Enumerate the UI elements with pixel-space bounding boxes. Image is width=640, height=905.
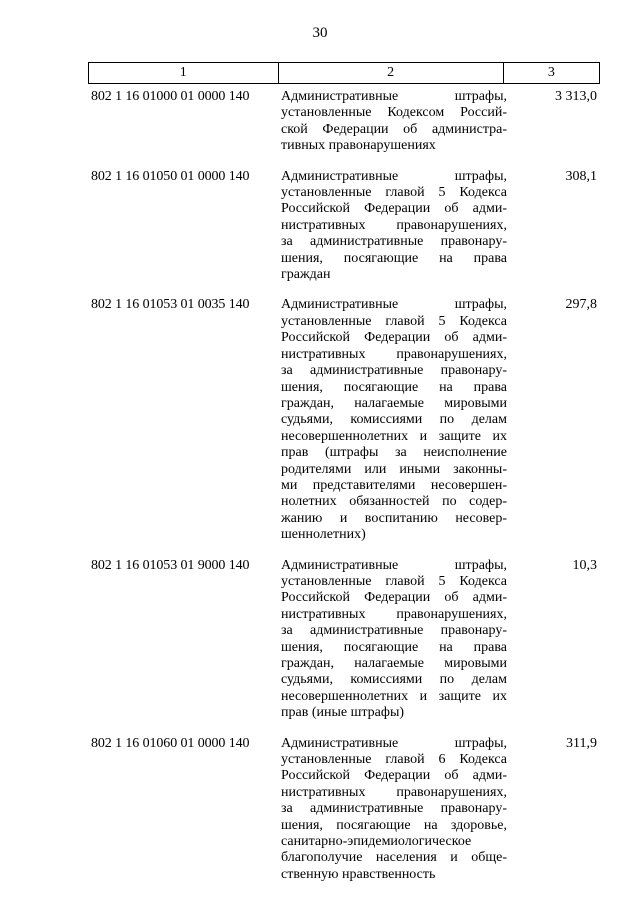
column-header-1: 1: [89, 63, 279, 84]
budget-code: 802 1 16 01053 01 9000 140: [91, 557, 250, 573]
description-line: за административные правонару-: [281, 623, 507, 639]
description-line: нолетних обязанностей по содер-: [281, 494, 507, 510]
amount-value: 308,1: [565, 168, 597, 184]
description-line: Административные штрафы,: [281, 297, 507, 313]
budget-code: 802 1 16 01060 01 0000 140: [91, 735, 250, 751]
description-line: благополучие населения и обще-: [281, 850, 507, 866]
column-header-2: 2: [278, 63, 503, 84]
description-line: за административные правонару-: [281, 363, 507, 379]
description-line: граждан, налагаемые мировыми: [281, 395, 507, 411]
description-line: Административные штрафы,: [281, 557, 507, 573]
table-row: [88, 558, 600, 722]
description-line: прав (штрафы за неисполнение: [281, 445, 507, 461]
amount-value: 10,3: [572, 557, 597, 573]
description-line: установленные главой 5 Кодекса: [281, 573, 507, 589]
description-line: шения, посягающие на здоровье,: [281, 817, 507, 833]
page-number: 30: [312, 25, 328, 41]
description-line: санитарно-эпидемиологическое: [281, 834, 472, 850]
description-line: граждан, налагаемые мировыми: [281, 656, 507, 671]
description-line: ственную нравственность: [281, 866, 436, 882]
budget-code: 802 1 16 01050 01 0000 140: [91, 168, 250, 184]
revenue-description: [275, 558, 507, 722]
table-row: [88, 736, 600, 884]
description-line: Российской Федерации об адми-: [281, 590, 507, 606]
description-line: Российской Федерации об адми-: [281, 330, 507, 346]
amount-value: 3 313,0: [555, 89, 597, 104]
description-line: несовершеннолетних и защите их: [281, 688, 507, 704]
amount-value: 311,9: [566, 735, 597, 751]
description-line: граждан: [281, 267, 331, 283]
budget-code: 802 1 16 01053 01 0035 140: [91, 297, 250, 313]
description-line: установленные главой 5 Кодекса: [281, 185, 507, 201]
description-line: нистративных правонарушениях,: [281, 606, 507, 622]
description-line: шения, посягающие на права: [281, 639, 507, 655]
description-line: шения, посягающие на права: [281, 379, 507, 395]
table-body: [88, 89, 600, 897]
table-row: [88, 297, 600, 543]
revenue-description: [275, 297, 507, 543]
description-line: Административные штрафы,: [281, 168, 507, 184]
revenue-description: [275, 736, 507, 884]
description-line: судьями, комиссиями по делам: [281, 412, 507, 428]
table-row: [88, 89, 600, 155]
description-line: судьями, комиссиями по делам: [281, 672, 507, 688]
description-line: за административные правонару-: [281, 801, 507, 817]
description-line: Российской Федерации об адми-: [281, 768, 507, 784]
description-line: Российской Федерации об адми-: [281, 201, 507, 217]
revenue-description: [275, 169, 507, 284]
revenue-description: [275, 89, 507, 155]
description-line: нистративных правонарушениях,: [281, 217, 507, 233]
budget-code: 802 1 16 01000 01 0000 140: [91, 89, 250, 104]
description-line: ми представителями несовершен-: [281, 477, 507, 493]
description-line: нистративных правонарушениях,: [281, 784, 507, 800]
description-line: Административные штрафы,: [281, 89, 507, 104]
table-row: [88, 169, 600, 284]
table-header: [88, 62, 600, 84]
description-line: тивных правонарушениях: [281, 138, 436, 154]
description-line: несовершеннолетних и защите их: [281, 428, 507, 444]
description-line: установленные главой 5 Кодекса: [281, 313, 507, 329]
description-line: шения, посягающие на права: [281, 250, 507, 266]
description-line: ской Федерации об администра-: [281, 121, 507, 137]
amount-value: 297,8: [565, 297, 597, 313]
description-line: за административные правонару-: [281, 234, 507, 250]
description-line: установленные Кодексом Россий-: [281, 105, 507, 121]
description-line: Административные штрафы,: [281, 735, 507, 751]
column-header-3: 3: [503, 63, 599, 84]
description-line: установленные главой 6 Кодекса: [281, 752, 507, 768]
description-line: жанию и воспитанию несовер-: [281, 510, 507, 526]
description-line: шеннолетних): [281, 527, 366, 543]
description-line: нистративных правонарушениях,: [281, 346, 507, 362]
description-line: родителями или иными законны-: [281, 461, 507, 477]
description-line: прав (иные штрафы): [281, 705, 405, 721]
